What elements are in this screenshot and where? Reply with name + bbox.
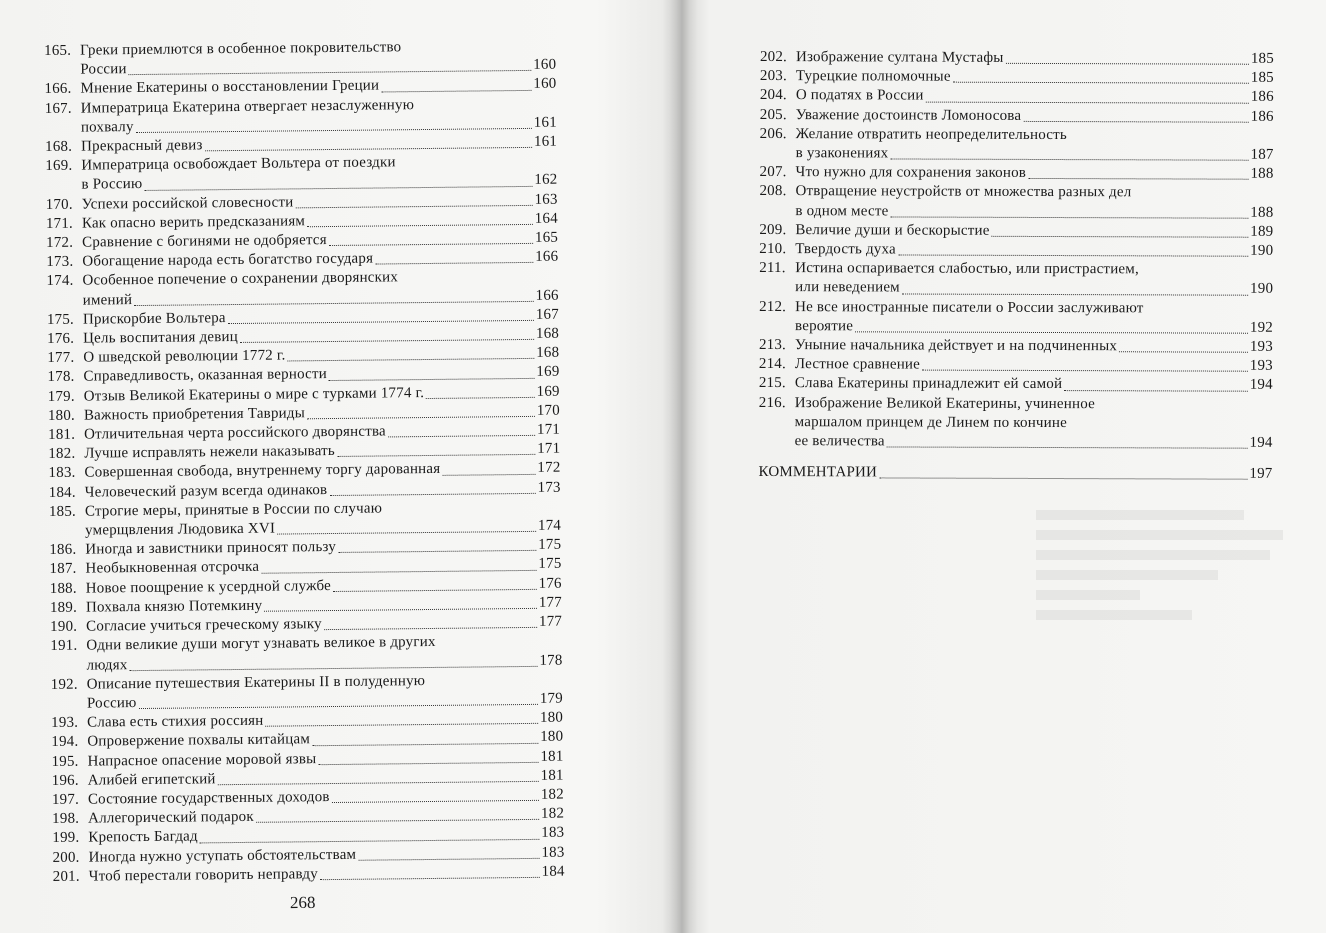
entry-number: 175.: [46, 311, 75, 328]
entry-title: Слава Екатерины принадлежит ей самой: [794, 375, 1063, 393]
entry-number: 196.: [51, 772, 79, 789]
entry-number: 191.: [50, 637, 78, 655]
entry-page: 177: [538, 613, 563, 630]
leader-dots: [295, 205, 532, 208]
entry-title: Описание путешествия Екатерины II в полуденную: [86, 672, 426, 693]
entry-title: России: [80, 61, 127, 78]
leader-dots: [266, 723, 539, 727]
entry-number: 204.: [759, 87, 787, 104]
leader-dots: [139, 704, 538, 709]
toc-entry: [44, 37, 556, 81]
toc-entry: [759, 182, 1273, 222]
entry-page: 169: [536, 364, 560, 381]
entry-title: Уныние начальника действует и на подчиненных: [794, 337, 1118, 355]
toc-entry: [759, 259, 1273, 299]
leader-dots: [442, 474, 535, 476]
entry-title: Мнение Екатерины о восстановлении Греции: [80, 77, 380, 98]
leader-dots: [332, 800, 539, 803]
comments-page: 197: [1249, 465, 1273, 483]
toc-entry: [50, 632, 562, 676]
entry-number: 168.: [45, 138, 73, 156]
entry-number: 200.: [52, 849, 80, 866]
page-number: 268: [289, 892, 316, 913]
entry-number: 203.: [759, 68, 787, 85]
leader-dots: [240, 339, 534, 343]
toc-entry: [759, 240, 1273, 261]
entry-number: 195.: [51, 753, 79, 770]
entry-page: 181: [540, 748, 564, 765]
entry-title: Алибей египетский: [87, 770, 216, 789]
entry-title: или неведением: [795, 279, 900, 296]
toc-entry-line: [759, 202, 1273, 223]
entry-title: Что нужно для сохранения законов: [795, 164, 1027, 182]
leader-dots: [1119, 352, 1248, 353]
entry-title: Желание отвратить неопределительность: [795, 125, 1067, 143]
leader-dots: [277, 531, 536, 535]
entry-title: Необыкновенная отсрочка: [85, 559, 260, 578]
toc-entry-line: [759, 221, 1273, 242]
entry-number: 202.: [759, 48, 788, 66]
entry-page: 166: [535, 248, 559, 266]
toc-entry-line: [759, 432, 1273, 453]
entry-title: Как опасно верить предсказаниям: [81, 213, 306, 232]
entry-number: 165.: [44, 42, 72, 59]
book-gutter: [662, 0, 698, 933]
entry-number: 187.: [49, 561, 77, 578]
entry-title: Напрасное опасение моровой язвы: [87, 750, 317, 770]
toc-entry: [760, 163, 1274, 184]
entry-page: 179: [539, 690, 563, 707]
entry-page: 161: [533, 114, 557, 131]
entry-number: 190.: [50, 618, 78, 636]
toc-entry: [760, 67, 1274, 88]
toc-entry: [759, 336, 1273, 357]
table-of-contents-right: [758, 48, 1274, 484]
toc-entry: [760, 106, 1274, 127]
entry-title: Императрица освобождает Вольтера от поездки: [81, 154, 396, 174]
leader-dots: [200, 838, 539, 843]
entry-page: 192: [1249, 319, 1274, 336]
toc-entry-line: [759, 355, 1273, 376]
leader-dots: [358, 858, 539, 861]
entry-title: Человеческий разум всегда одинаков: [84, 481, 328, 501]
entry-title: Императрица Екатерина отвергает незаслуженную: [80, 96, 415, 117]
entry-page: 167: [535, 306, 559, 323]
entry-title: Одни великие души могут узнавать великое в других: [86, 634, 436, 654]
leader-dots: [329, 493, 535, 496]
entry-page: 169: [536, 383, 560, 400]
entry-page: 166: [535, 287, 559, 304]
leader-dots: [375, 262, 533, 265]
leader-dots: [1023, 121, 1248, 123]
toc-entry-line: [758, 463, 1272, 484]
leader-dots: [218, 781, 539, 785]
toc-entry-line: [760, 144, 1274, 165]
entry-number: 199.: [52, 830, 80, 847]
entry-page: 163: [534, 191, 558, 208]
leader-dots: [898, 255, 1248, 257]
toc-entry-line: [760, 125, 1274, 146]
entry-number: 211.: [759, 260, 786, 277]
leader-dots: [318, 762, 538, 765]
leader-dots: [329, 378, 534, 381]
leader-dots: [324, 627, 537, 630]
entry-title: Крепость Багдад: [88, 828, 198, 846]
toc-entry-line: [760, 48, 1274, 69]
toc-entry: [759, 374, 1273, 395]
entry-title: людях: [86, 656, 128, 674]
toc-entry-line: [759, 182, 1273, 203]
entry-title: Лучше исправлять нежели наказывать: [84, 443, 336, 462]
entry-number: 205.: [759, 106, 787, 123]
leader-dots: [381, 90, 531, 93]
entry-number: 170.: [45, 196, 73, 213]
entry-title: Иногда нужно уступать обстоятельствам: [88, 846, 357, 866]
toc-entry-line: [759, 240, 1273, 261]
entry-page: 185: [1250, 69, 1274, 86]
entry-title: Особенное попечение о сохранении дворянских: [82, 269, 399, 290]
entry-page: 187: [1250, 146, 1274, 163]
leader-dots: [887, 447, 1248, 449]
entry-title: Изображение Великой Екатерины, учиненное: [794, 394, 1096, 412]
leader-dots: [256, 819, 539, 823]
leader-dots: [130, 666, 538, 671]
entry-number: 178.: [47, 369, 75, 386]
leader-dots: [307, 224, 533, 227]
leader-dots: [926, 101, 1249, 103]
toc-entry-line: [760, 106, 1274, 127]
entry-number: 214.: [758, 356, 786, 373]
entry-page: 182: [540, 786, 564, 803]
entry-title: Цель воспитания девиц: [83, 329, 239, 347]
entry-page: 185: [1250, 50, 1274, 67]
entry-page: 183: [541, 844, 565, 861]
entry-title: Отзыв Великой Екатерины о мире с турками 1774 г.: [83, 384, 425, 405]
entry-page: 186: [1250, 89, 1274, 106]
entry-title: Слава есть стихия россиян: [87, 712, 264, 731]
right-page: [698, 0, 1326, 933]
entry-number: 197.: [51, 791, 80, 808]
entry-number: 213.: [758, 337, 787, 354]
entry-number: 174.: [46, 273, 74, 290]
leader-dots: [307, 416, 535, 419]
toc-entry-line: [53, 862, 565, 887]
leader-dots: [205, 147, 532, 151]
entry-page: 173: [537, 479, 561, 496]
entry-page: 178: [539, 652, 563, 669]
entry-page: 171: [537, 440, 561, 458]
entry-page: 165: [534, 229, 559, 246]
entry-title: Не все иностранные писатели о России заслуживают: [795, 298, 1144, 316]
entry-number: 181.: [48, 426, 76, 444]
entry-title: Аллегорический подарок: [88, 808, 254, 827]
entry-title: О шведской революции 1772 г.: [83, 347, 286, 366]
entry-page: 176: [538, 575, 562, 592]
entry-number: 184.: [48, 484, 76, 501]
entry-title: похвалу: [80, 118, 134, 136]
entry-title: Состояние государственных доходов: [87, 788, 330, 808]
entry-page: 190: [1250, 242, 1274, 259]
toc-entry-line: [759, 298, 1273, 319]
entry-title: Истина оспаривается слабостью, или пристрастием,: [795, 260, 1139, 278]
entry-page: 174: [537, 517, 562, 534]
leader-dots: [388, 435, 535, 438]
entry-page: 172: [537, 460, 561, 477]
entry-page: 177: [538, 594, 562, 611]
entry-page: 189: [1250, 223, 1274, 240]
entry-number: 185.: [48, 503, 77, 520]
entry-title: Важность приобретения Тавриды: [83, 405, 306, 424]
entry-page: 164: [534, 210, 558, 227]
entry-page: 162: [534, 172, 558, 189]
leader-dots: [992, 236, 1249, 238]
toc-entry: [759, 355, 1273, 376]
entry-title: вероятие: [795, 317, 854, 335]
entry-page: 181: [540, 767, 564, 784]
leader-dots: [329, 243, 533, 246]
leader-dots: [922, 370, 1248, 372]
entry-page: 188: [1250, 204, 1274, 221]
entry-number: 208.: [759, 183, 787, 200]
toc-entry-line: [759, 336, 1273, 357]
entry-page: 190: [1250, 281, 1274, 298]
entry-number: 201.: [52, 868, 80, 885]
toc-entry: [759, 298, 1273, 338]
entry-number: 166.: [44, 81, 72, 98]
leader-dots: [953, 82, 1249, 84]
entry-title: Строгие меры, принятые в России по случаю: [84, 500, 383, 520]
entry-page: 170: [536, 402, 560, 419]
toc-entry: [760, 48, 1274, 69]
entry-number: 188.: [49, 580, 77, 597]
entry-title: Турецкие полномочные: [795, 68, 951, 85]
entry-number: 216.: [758, 394, 786, 411]
leader-dots: [288, 358, 535, 362]
entry-title: Греки приемлются в особенное покровительство: [80, 39, 402, 59]
leader-dots: [228, 320, 534, 324]
entry-title: Согласие учиться греческому языку: [86, 616, 322, 635]
toc-entry: [51, 670, 563, 714]
entry-number: 206.: [759, 125, 787, 142]
entry-title: Чтоб перестали говорить неправду: [88, 865, 319, 885]
entry-title: Справедливость, оказанная верности: [83, 366, 328, 386]
entry-number: 173.: [46, 253, 74, 271]
leader-dots: [902, 293, 1248, 295]
entry-number: 180.: [47, 407, 76, 424]
entry-page: 160: [533, 76, 557, 93]
entry-title: Твердость духа: [795, 241, 896, 258]
leader-dots: [320, 877, 540, 880]
entry-page: 175: [538, 536, 562, 554]
toc-entry-line: [759, 413, 1273, 434]
entry-title: Изображение султана Мустафы: [795, 49, 1004, 66]
leader-dots: [890, 159, 1248, 161]
entry-page: 168: [536, 344, 560, 362]
entry-page: 194: [1249, 377, 1273, 394]
entry-page: 193: [1249, 338, 1273, 355]
entry-page: 193: [1249, 357, 1273, 375]
entry-title: Новое поощрение к усердной службе: [85, 577, 331, 597]
entry-title: Иногда и завистники приносят пользу: [85, 539, 337, 558]
toc-entry: [53, 862, 565, 887]
toc-entry: [759, 221, 1273, 242]
entry-page: 188: [1250, 165, 1274, 183]
leader-dots: [136, 128, 532, 133]
entry-title: Похвала князю Потемкину: [85, 597, 263, 616]
entry-title: Россию: [86, 694, 137, 712]
leader-dots: [426, 397, 534, 399]
entry-number: 212.: [759, 298, 787, 315]
entry-page: 182: [540, 805, 565, 822]
entry-page: 194: [1249, 434, 1273, 451]
leader-dots: [312, 742, 538, 745]
toc-entry-line: [760, 67, 1274, 88]
leader-dots: [333, 589, 537, 592]
entry-number: 207.: [759, 164, 787, 181]
entry-title: в одном месте: [795, 202, 889, 220]
toc-entry-line: [760, 163, 1274, 184]
leader-dots: [1064, 390, 1247, 392]
entry-number: 176.: [47, 330, 75, 348]
entry-title: в узаконениях: [795, 145, 889, 162]
entry-number: 186.: [49, 541, 77, 559]
leader-dots: [261, 570, 536, 574]
entry-title: ее величества: [794, 433, 885, 450]
toc-entry: [760, 125, 1274, 165]
comments-title: КОММЕНТАРИИ: [758, 464, 878, 481]
toc-entry: [49, 497, 561, 541]
leader-dots: [1006, 63, 1249, 65]
entry-number: 215.: [758, 375, 786, 392]
entry-page: 183: [541, 824, 565, 842]
entry-title: Величие души и бескорыстие: [795, 221, 990, 239]
entry-title: Совершенная свобода, внутреннему торгу дарованная: [84, 461, 441, 482]
leader-dots: [129, 70, 531, 75]
toc-entry: [45, 152, 557, 196]
entry-page: 180: [540, 728, 564, 746]
leader-dots: [264, 608, 536, 612]
toc-entry-line: [759, 374, 1273, 395]
entry-number: 194.: [51, 733, 79, 751]
entry-title: маршалом принцем де Линем по кончине: [794, 413, 1068, 431]
toc-entry: [45, 94, 557, 138]
entry-title: Отличительная черта российского дворянства: [84, 423, 386, 443]
show-through-text: [1036, 500, 1296, 820]
toc-entry-line: [759, 259, 1273, 280]
leader-dots: [855, 331, 1248, 333]
entry-number: 167.: [44, 100, 72, 117]
leader-dots: [1028, 178, 1248, 180]
entry-title: Отвращение неустройств от множества разных дел: [795, 183, 1132, 201]
entry-number: 198.: [52, 810, 80, 828]
entry-title: Сравнение с богинями не одобряется: [82, 232, 327, 251]
entry-page: 186: [1250, 108, 1274, 125]
toc-entry-line: [759, 317, 1273, 338]
entry-number: 169.: [45, 157, 73, 175]
entry-number: 210.: [759, 241, 787, 258]
entry-number: 179.: [47, 388, 75, 405]
entry-page: 175: [538, 556, 562, 573]
toc-entry: [760, 86, 1274, 107]
left-page: [0, 0, 662, 933]
entry-page: 184: [541, 863, 565, 880]
entry-title: Прискорбие Вольтера: [82, 309, 226, 328]
toc-entry-line: [760, 86, 1274, 107]
entry-title: Успехи российской словесности: [81, 194, 294, 213]
entry-number: 193.: [51, 714, 79, 732]
entry-number: 183.: [48, 465, 76, 482]
entry-page: 161: [533, 133, 558, 150]
entry-title: в Россию: [81, 176, 143, 194]
leader-dots: [337, 454, 535, 457]
entry-title: Уважение достоинств Ломоносова: [795, 106, 1022, 124]
entry-title: О податях в России: [795, 87, 924, 104]
entry-page: 160: [533, 56, 557, 74]
entry-page: 168: [535, 325, 560, 342]
entry-title: Опровержение похвалы китайцам: [87, 731, 311, 750]
entry-number: 177.: [47, 349, 75, 367]
leader-dots: [338, 550, 536, 553]
leader-dots: [134, 301, 533, 306]
entry-page: 180: [539, 709, 564, 726]
entry-title: Лестное сравнение: [794, 356, 921, 373]
entry-number: 189.: [49, 599, 78, 616]
toc-entry: [46, 267, 558, 311]
entry-number: 192.: [50, 676, 78, 693]
entry-title: Прекрасный девиз: [81, 137, 203, 155]
entry-number: 171.: [45, 215, 74, 232]
leader-dots: [144, 186, 532, 191]
toc-entry-line: [759, 394, 1273, 415]
table-of-contents-left: [44, 37, 565, 887]
leader-dots: [879, 478, 1247, 480]
entry-title: умерщвления Людовика XVI: [85, 520, 276, 539]
leader-dots: [890, 216, 1248, 218]
entry-page: 171: [536, 421, 561, 438]
toc-entry-comments: [758, 463, 1272, 484]
entry-title: имений: [82, 291, 133, 309]
toc-entry-line: [759, 278, 1273, 299]
entry-title: Обогащение народа есть богатство государя: [82, 250, 374, 270]
entry-number: 172.: [46, 234, 74, 252]
toc-entry: [759, 394, 1273, 453]
entry-number: 209.: [759, 221, 787, 238]
entry-number: 182.: [48, 445, 76, 463]
